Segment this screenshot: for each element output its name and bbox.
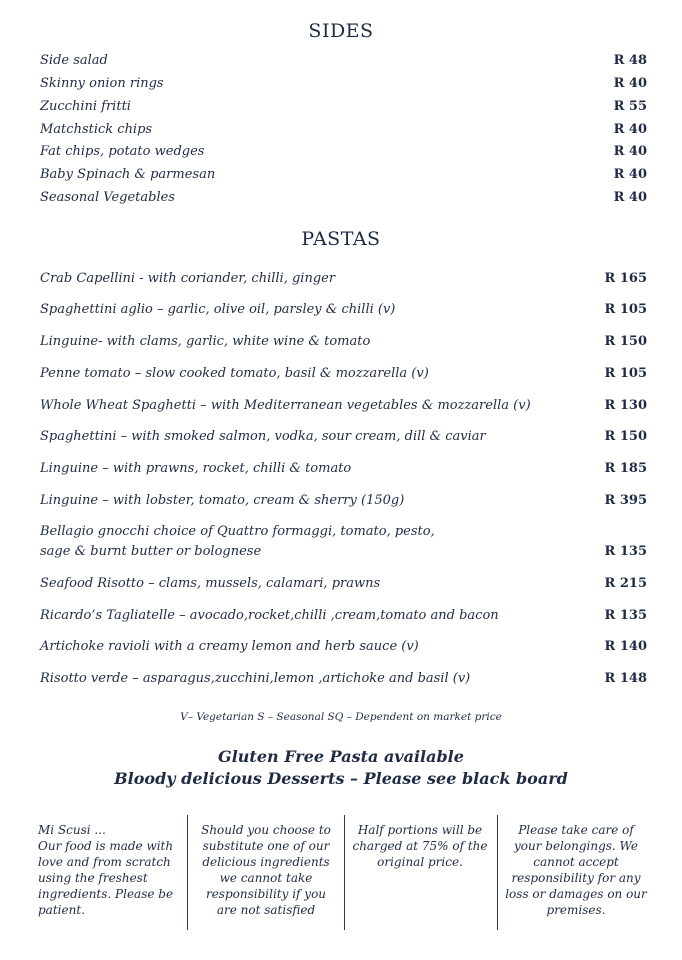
pasta-item <box>40 269 647 289</box>
column-divider <box>187 815 188 930</box>
item-name: Spaghettini – with smoked salmon, vodka, sour cream, dill & caviar <box>40 429 486 444</box>
pastas-heading: PASTAS <box>301 228 381 250</box>
pasta-item <box>40 606 647 626</box>
item-price: R 40 <box>613 167 647 182</box>
item-name: Whole Wheat Spaghetti – with Mediterranean vegetables & mozzarella (v) <box>40 398 531 413</box>
pasta-item <box>40 427 647 447</box>
item-price: R 130 <box>604 398 647 413</box>
sides-item <box>40 120 647 140</box>
item-name: Zucchini fritti <box>40 99 131 114</box>
sides-item <box>40 165 647 185</box>
dietary-legend: V– Vegetarian S – Seasonal SQ – Dependent on market price <box>180 711 502 723</box>
item-name: Fat chips, potato wedges <box>40 144 205 159</box>
pasta-item <box>40 491 647 511</box>
item-name: Baby Spinach & parmesan <box>40 167 216 182</box>
item-price: R 40 <box>613 122 647 137</box>
sides-item <box>40 74 647 94</box>
item-name: Linguine- with clams, garlic, white wine & tomato <box>40 334 371 349</box>
item-name: Spaghettini aglio – garlic, olive oil, parsley & chilli (v) <box>40 302 396 317</box>
item-name: Matchstick chips <box>40 122 153 137</box>
item-price: R 40 <box>613 76 647 91</box>
item-name: Linguine – with lobster, tomato, cream & sherry (150g) <box>40 493 405 508</box>
item-name: Penne tomato – slow cooked tomato, basil & mozzarella (v) <box>40 366 429 381</box>
pasta-item <box>40 637 647 657</box>
column-divider <box>497 815 498 930</box>
pasta-item <box>40 364 647 384</box>
sides-item <box>40 51 647 71</box>
item-price: R 395 <box>604 493 647 508</box>
item-price: R 150 <box>604 429 647 444</box>
item-price: R 48 <box>613 53 647 68</box>
pasta-item <box>40 522 647 562</box>
note-belongings: Please take care of your belongings. We cannot accept responsibility for any loss or damages on our premises. <box>505 823 647 917</box>
item-price: R 165 <box>604 271 647 286</box>
item-price: R 105 <box>604 302 647 317</box>
item-name: Artichoke ravioli with a creamy lemon and herb sauce (v) <box>40 639 419 654</box>
item-name: Linguine – with prawns, rocket, chilli & tomato <box>40 461 352 476</box>
item-price: R 40 <box>613 144 647 159</box>
item-price: R 185 <box>604 461 647 476</box>
sides-heading: SIDES <box>308 20 374 42</box>
note-half-portions: Half portions will be charged at 75% of the original price. <box>352 823 488 869</box>
item-price: R 55 <box>613 99 647 114</box>
item-name: Bellagio gnocchi choice of Quattro formaggi, tomato, pesto, sage & burnt butter or bolognese <box>40 524 435 559</box>
note-substitute: Should you choose to substitute one of our delicious ingredients we cannot take responsibility if you are not satisfied <box>201 823 331 917</box>
pasta-item <box>40 574 647 594</box>
item-name: Side salad <box>40 53 108 68</box>
pasta-item <box>40 459 647 479</box>
sides-item <box>40 142 647 162</box>
item-name: Ricardo’s Tagliatelle – avocado,rocket,chilli ,cream,tomato and bacon <box>40 608 499 623</box>
pasta-item <box>40 300 647 320</box>
item-name: Skinny onion rings <box>40 76 164 91</box>
item-price: R 215 <box>604 576 647 591</box>
item-price: R 40 <box>613 190 647 205</box>
item-price: R 105 <box>604 366 647 381</box>
item-price: R 150 <box>604 334 647 349</box>
desserts-banner: Bloody delicious Desserts – Please see black board <box>114 769 568 788</box>
sides-item <box>40 188 647 208</box>
item-price: R 148 <box>604 671 647 686</box>
item-name: Crab Capellini - with coriander, chilli, ginger <box>40 271 336 286</box>
item-name: Seasonal Vegetables <box>40 190 175 205</box>
item-name: Risotto verde – asparagus,zucchini,lemon ,artichoke and basil (v) <box>40 671 471 686</box>
note-mi-scusi: Mi Scusi ... Our food is made with love and from scratch using the freshest ingredients. Please be patient. <box>38 823 174 917</box>
gluten-free-banner: Gluten Free Pasta available <box>218 747 464 766</box>
pasta-item <box>40 396 647 416</box>
column-divider <box>344 815 345 930</box>
pasta-item <box>40 332 647 352</box>
item-price: R 135 <box>604 608 647 623</box>
item-name: Seafood Risotto – clams, mussels, calamari, prawns <box>40 576 381 591</box>
sides-item <box>40 97 647 117</box>
item-price: R 140 <box>604 639 647 654</box>
item-price: R 135 <box>604 544 647 559</box>
pasta-item <box>40 669 647 689</box>
